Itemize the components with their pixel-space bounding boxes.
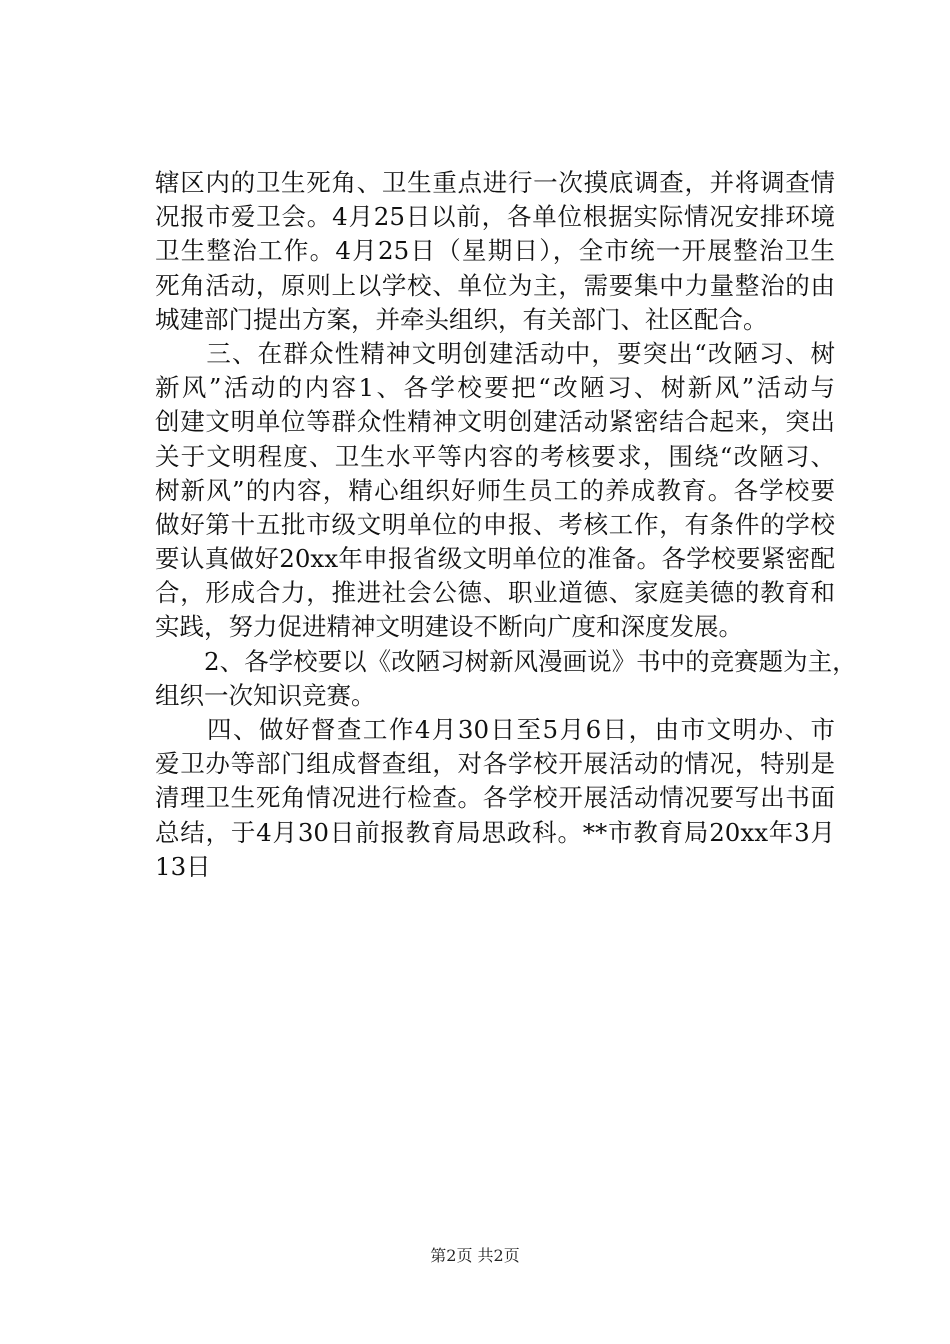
text-line: 树新风”的内容，精心组织好师生员工的养成教育。各学校要: [155, 475, 835, 505]
text-line: 总结，于4月30日前报教育局思政科。**市教育局20xx年3月: [155, 817, 835, 847]
text-line: 死角活动，原则上以学校、单位为主，需要集中力量整治的由: [155, 270, 835, 300]
text-line: 四、做好督查工作4月30日至5月6日，由市文明办、市: [155, 715, 835, 744]
text-line: 13日: [155, 851, 211, 881]
text-line: 爱卫办等部门组成督查组，对各学校开展活动的情况，特别是: [155, 749, 835, 779]
text-line: 三、在群众性精神文明创建活动中，要突出“改陋习、树: [155, 338, 835, 368]
text-line: 新风”活动的内容1、各学校要把“改陋习、树新风”活动与: [155, 373, 835, 403]
page-number-footer: 第2页 共2页: [430, 1246, 520, 1265]
text-line: 2、各学校要以《改陋习树新风漫画说》书中的竞赛题为主，: [155, 646, 857, 676]
text-line: 清理卫生死角情况进行检查。各学校开展活动情况要写出书面: [155, 783, 835, 813]
text-line: 况报市爱卫会。4月25日以前，各单位根据实际情况安排环境: [155, 202, 835, 232]
body-text: [155, 166, 857, 884]
text-line: 城建部门提出方案，并牵头组织，有关部门、社区配合。: [155, 304, 768, 334]
text-line: 关于文明程度、卫生水平等内容的考核要求，围绕“改陋习、: [155, 441, 835, 471]
text-line: 卫生整治工作。4月25日（星期日），全市统一开展整治卫生: [155, 236, 835, 266]
text-line: 组织一次知识竞赛。: [155, 680, 376, 710]
text-line: 合，形成合力，推进社会公德、职业道德、家庭美德的教育和: [155, 578, 835, 608]
text-line: 创建文明单位等群众性精神文明创建活动紧密结合起来，突出: [155, 407, 835, 437]
text-line: 实践，努力促进精神文明建设不断向广度和深度发展。: [155, 612, 743, 642]
text-line: 辖区内的卫生死角、卫生重点进行一次摸底调查，并将调查情: [155, 168, 835, 197]
text-line: 做好第十五批市级文明单位的申报、考核工作，有条件的学校: [155, 509, 835, 539]
text-line: 要认真做好20xx年申报省级文明单位的准备。各学校要紧密配: [155, 544, 835, 574]
